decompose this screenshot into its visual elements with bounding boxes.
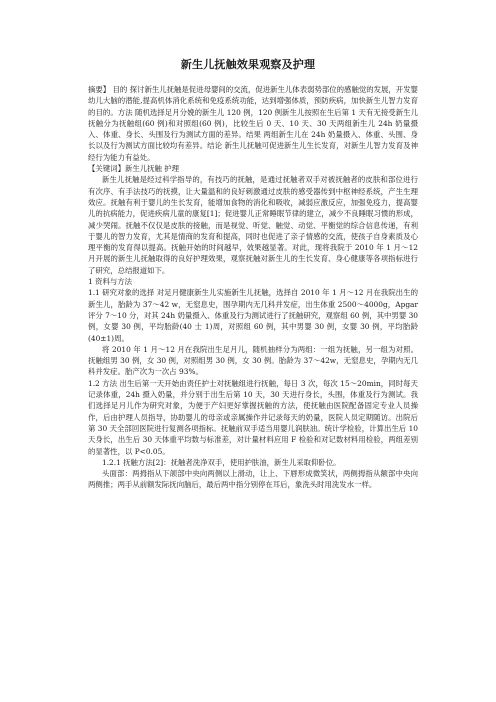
intro-paragraph: 新生儿抚触是经过科学指导的，有技巧的抚触，是通过抚触者双手对被抚触者的皮肤和部位进行有次序、有手法技巧的抚摸，让大量温和的良好刺激通过皮肤的感受器传到中枢神经系统，产生生理效应。抚触有利于婴儿的生长发育，能增加食物的消化和吸收，减弱应激反应，加强免疫力，提高婴儿的抗病能力，促进疾病儿童的康复[1]；促进婴儿正常睡眠节律的建立，减少不良睡眠习惯的形成，减少哭闹。抚触不仅仅是皮肤的接触，而是视觉、听觉、触觉、动觉、平衡觉的综合信息传递，有利于婴儿的智力发育，尤其是情商的发育和提高，同时也促进了亲子情感的交流，使孩子自身素质及心理平衡的发育得以提高。抚触开始的时间越早，效果越显著。对此，现将我院于 2010 年 1 月～12 月开展的新生儿抚触取得的良好护理效果，观察抚触对新生儿的生长发育、身心健康等各项指标进行了研究，总结报道如下。 — [88, 175, 418, 275]
keywords-line: 【关键词】新生儿抚触 护理 — [88, 164, 180, 174]
abstract-paragraph: 摘要】 目的 探讨新生儿抚触是促进母婴间的交流，促进新生儿体表弱势部位的感触觉的发展，开发婴幼儿大脑的潜能,提高机体消化系统和免疫系统功能，达到增强体质，预防疾病，加快新生儿智力发育的目的。方法 随机选择足月分娩的新生儿 120 例，120 例新生儿按照在生后第 1 天有无接受新生儿抚触分为抚触组(60 例)和对照组(60 例)，比较生后 0 天、10 天、30 天两组新生儿 24h 奶量摄入、体重、身长、头围及行为测试方面的差异。结果 两组新生儿在 24h 奶量摄入、体重、头围、身长以及行为测试方面比较均有差异。结论 新生儿抚触可促进新生儿生长发育，对新生儿智力发育及神经行为能力有益处。 — [88, 85, 418, 162]
section-1-2-1-paragraph: 1.2.1 抚触方法[2]：抚触者洗净双手，使用护肤油，新生儿采取仰卧位。 — [102, 457, 341, 467]
section-1-2-paragraph: 1.2 方法 出生后第一天开始由责任护士对抚触组进行抚触，每日 3 次，每次 15～20min，同时每天记录体重，24h 摄入奶量，并分别于出生后第 10 天，30 天进行身长，头围，体重及行为测试。我们选择足月儿作为研究对象，为便于产妇更好掌握抚触的方法，使抚触由医院配备固定专业人员操作，后由护理人员指导，协助婴儿的母亲或亲属操作并记录每天的奶量，医院人员定期随访。出院后第 30 天全部回医院进行复测各项指标。抚触前双手适当用婴儿润肤油。统计学检验，计算出生后 10 天身长，出生后 30 天体重平均数与标准差，对计量材料应用 F 检验和对记数材料用检验，两组差别的显著性，以 P<0.05。 — [88, 378, 418, 456]
section-1-1-paragraph-b: 将 2010 年 1 月～12 月在我院出生足月儿，随机抽样分为两组：一组为抚触，另一组为对照。抚触组男 30 例，女 30 例，对照组男 30 例，女 30 例。胎龄为 37～42w，无窒息史，孕期内无几科并发症。胎产次为一次占 93%。 — [88, 344, 418, 377]
document-title: 新生儿抚触效果观察及护理 — [180, 58, 316, 71]
section-heading-1: 1 资料与方法 — [88, 277, 133, 287]
section-1-2-1-paragraph-b: 头面部：两拇指从下颌部中央向两侧以上滑动，让上、下唇形成微笑状，两侧拇指从额部中央向两侧推；两手从前额发际抚向脑后，最后两中指分别停在耳后，象洗头时用洗发水一样。 — [88, 469, 418, 490]
document-body — [88, 84, 418, 491]
section-1-1-paragraph: 1.1 研究对象的选择 对足月健康新生儿实施新生儿抚触，选择自 2010 年 1 月～12 月在我院出生的新生儿，胎龄为 37～42 w，无窒息史，围孕期内无几科并发症，出生体重 2500～4000g，Apgar 评分 7～10 分，对其 24h 奶量摄入、体重及行为测试进行了抚触研究，观察组 60 例，其中男婴 30 例，女婴 30 例，平均胎龄(40 士 1)周，对照组 60 例，其中男婴 30 例，女婴 30 例，平均胎龄(40±1)周。 — [88, 288, 418, 343]
